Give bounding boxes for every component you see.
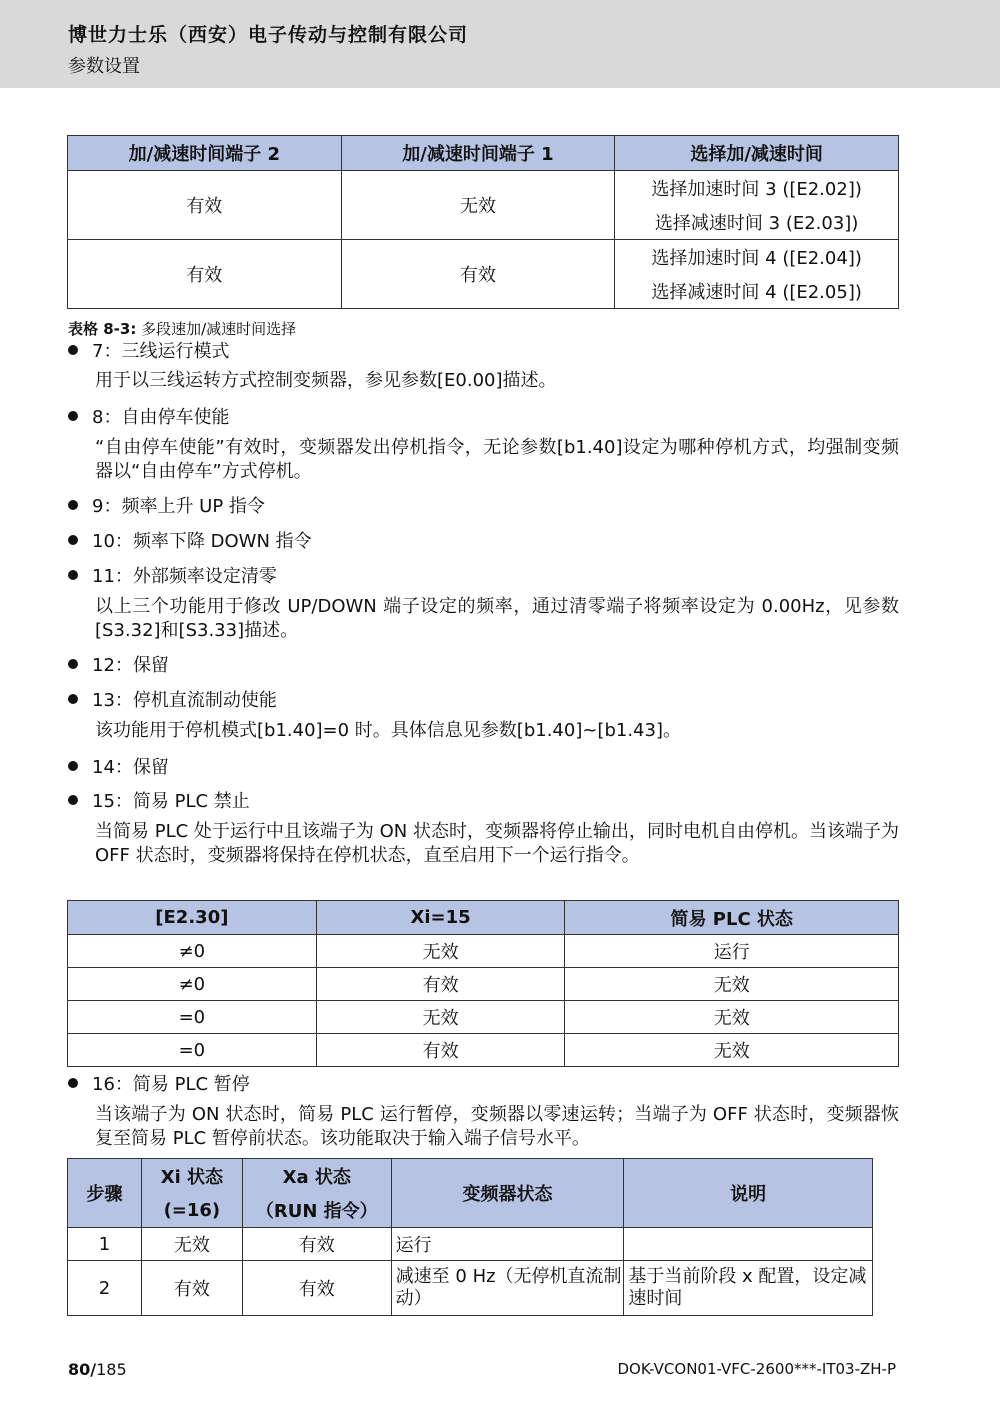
plc-disable-table xyxy=(67,900,899,1067)
list-item-label: 8：自由停车使能 xyxy=(92,407,230,428)
table-row xyxy=(68,1034,899,1067)
bullet-icon xyxy=(68,345,78,355)
column-header: [E2.30] xyxy=(68,901,317,935)
table-cell: 有效 xyxy=(316,1034,565,1067)
list-item xyxy=(68,753,169,779)
list-item xyxy=(68,492,265,518)
paragraph: “自由停车使能”有效时，变频器发出停机指令，无论参数[b1.40]设定为哪种停机方式，均强制变频器以“自由停车”方式停机。 xyxy=(95,437,899,482)
section-title: 参数设置 xyxy=(68,56,140,77)
table-cell: 有效 xyxy=(242,1228,391,1261)
list-item xyxy=(68,686,277,712)
list-item xyxy=(68,787,250,813)
bullet-icon xyxy=(68,500,78,510)
caption-text: 多段速加/减速时间选择 xyxy=(141,320,297,338)
accel-decel-time-table xyxy=(67,135,899,309)
table-cell: 有效 xyxy=(68,171,342,240)
paragraph: 当简易 PLC 处于运行中且该端子为 ON 状态时，变频器将停止输出，同时电机自由停机。当该端子为 OFF 状态时，变频器将保持在停机状态，直至启用下一个运行指令。 xyxy=(95,821,899,866)
table-header-row xyxy=(68,901,899,935)
table-cell: 无效 xyxy=(341,171,615,240)
table-cell: 无效 xyxy=(316,935,565,968)
table-cell: 选择减速时间 3 (E2.03]) xyxy=(615,205,899,240)
table-cell: 1 xyxy=(68,1228,142,1261)
table-header-row xyxy=(68,1159,873,1194)
table-row xyxy=(68,1001,899,1034)
table-cell: =0 xyxy=(68,1001,317,1034)
page-total: 185 xyxy=(96,1360,127,1379)
column-header: 变频器状态 xyxy=(391,1159,624,1228)
table-cell: 运行 xyxy=(565,935,899,968)
list-item-label: 14：保留 xyxy=(92,757,169,778)
column-header: (=16) xyxy=(141,1193,242,1228)
table-cell: =0 xyxy=(68,1034,317,1067)
list-item-label: 12：保留 xyxy=(92,655,169,676)
column-header: （RUN 指令） xyxy=(242,1193,391,1228)
table-row xyxy=(68,968,899,1001)
column-header: Xi=15 xyxy=(316,901,565,935)
table-cell: 无效 xyxy=(316,1001,565,1034)
table-cell: 无效 xyxy=(565,968,899,1001)
paragraph: 当该端子为 ON 状态时，简易 PLC 运行暂停，变频器以零速运转；当端子为 OFF 状态时，变频器恢复至简易 PLC 暂停前状态。该功能取决于输入端子信号水平。 xyxy=(95,1104,899,1149)
table-cell: 无效 xyxy=(565,1001,899,1034)
table-cell: 运行 xyxy=(391,1228,624,1261)
table-cell: 选择加速时间 4 ([E2.04]) xyxy=(615,240,899,275)
table-cell: ≠0 xyxy=(68,968,317,1001)
bullet-icon xyxy=(68,659,78,669)
column-header: Xi 状态 xyxy=(141,1159,242,1194)
table-cell: 有效 xyxy=(68,240,342,309)
bullet-icon xyxy=(68,411,78,421)
table-cell: 基于当前阶段 x 配置，设定减速时间 xyxy=(624,1261,873,1316)
list-item xyxy=(68,562,277,588)
caption-label: 表格 8-3: xyxy=(68,320,137,338)
bullet-icon xyxy=(68,570,78,580)
table-cell: 有效 xyxy=(242,1261,391,1316)
column-header: Xa 状态 xyxy=(242,1159,391,1194)
column-header: 说明 xyxy=(624,1159,873,1228)
bullet-icon xyxy=(68,795,78,805)
column-header: 简易 PLC 状态 xyxy=(565,901,899,935)
plc-pause-table xyxy=(67,1158,873,1316)
table-cell: 有效 xyxy=(141,1261,242,1316)
list-item-label: 16：简易 PLC 暂停 xyxy=(92,1074,250,1095)
column-header: 选择加/减速时间 xyxy=(615,136,899,171)
table-cell: 无效 xyxy=(141,1228,242,1261)
table-row xyxy=(68,935,899,968)
list-item-label: 10：频率下降 DOWN 指令 xyxy=(92,531,312,552)
bullet-icon xyxy=(68,1078,78,1088)
list-item-label: 13：停机直流制动使能 xyxy=(92,690,277,711)
list-item xyxy=(68,1070,250,1096)
list-item xyxy=(68,527,312,553)
column-header: 加/减速时间端子 2 xyxy=(68,136,342,171)
bullet-icon xyxy=(68,535,78,545)
company-name: 博世力士乐（西安）电子传动与控制有限公司 xyxy=(68,24,469,46)
bullet-icon xyxy=(68,761,78,771)
document-id: DOK-VCON01-VFC-2600***-IT03-ZH-P xyxy=(617,1360,896,1378)
list-item-label: 15：简易 PLC 禁止 xyxy=(92,791,250,812)
page-number xyxy=(68,1360,127,1379)
table-cell: 有效 xyxy=(316,968,565,1001)
column-header: 加/减速时间端子 1 xyxy=(341,136,615,171)
table-row xyxy=(68,240,899,275)
list-item-label: 7：三线运行模式 xyxy=(92,341,230,362)
table-cell: 减速至 0 Hz（无停机直流制动） xyxy=(391,1261,624,1316)
table-row xyxy=(68,1228,873,1261)
table-cell: ≠0 xyxy=(68,935,317,968)
paragraph: 以上三个功能用于修改 UP/DOWN 端子设定的频率，通过清零端子将频率设定为 0.00Hz，见参数 [S3.32]和[S3.33]描述。 xyxy=(95,596,899,641)
column-header: 步骤 xyxy=(68,1159,142,1228)
page-header xyxy=(0,0,1000,88)
table-cell: 无效 xyxy=(565,1034,899,1067)
list-item-label: 11：外部频率设定清零 xyxy=(92,566,277,587)
table-header-row xyxy=(68,136,899,171)
table-cell: 2 xyxy=(68,1261,142,1316)
paragraph: 用于以三线运转方式控制变频器，参见参数[E0.00]描述。 xyxy=(95,370,557,391)
table-caption xyxy=(68,318,296,339)
list-item xyxy=(68,651,169,677)
paragraph: 该功能用于停机模式[b1.40]=0 时。具体信息见参数[b1.40]~[b1.43]。 xyxy=(95,720,681,741)
list-item xyxy=(68,337,229,363)
table-row xyxy=(68,171,899,206)
table-cell: 选择减速时间 4 ([E2.05]) xyxy=(615,274,899,309)
table-cell: 有效 xyxy=(341,240,615,309)
table-cell: 选择加速时间 3 ([E2.02]) xyxy=(615,171,899,206)
table-cell xyxy=(624,1228,873,1261)
bullet-icon xyxy=(68,694,78,704)
table-row xyxy=(68,1261,873,1316)
page-current: 80/ xyxy=(68,1360,97,1379)
list-item-label: 9：频率上升 UP 指令 xyxy=(92,496,265,517)
list-item xyxy=(68,403,229,429)
